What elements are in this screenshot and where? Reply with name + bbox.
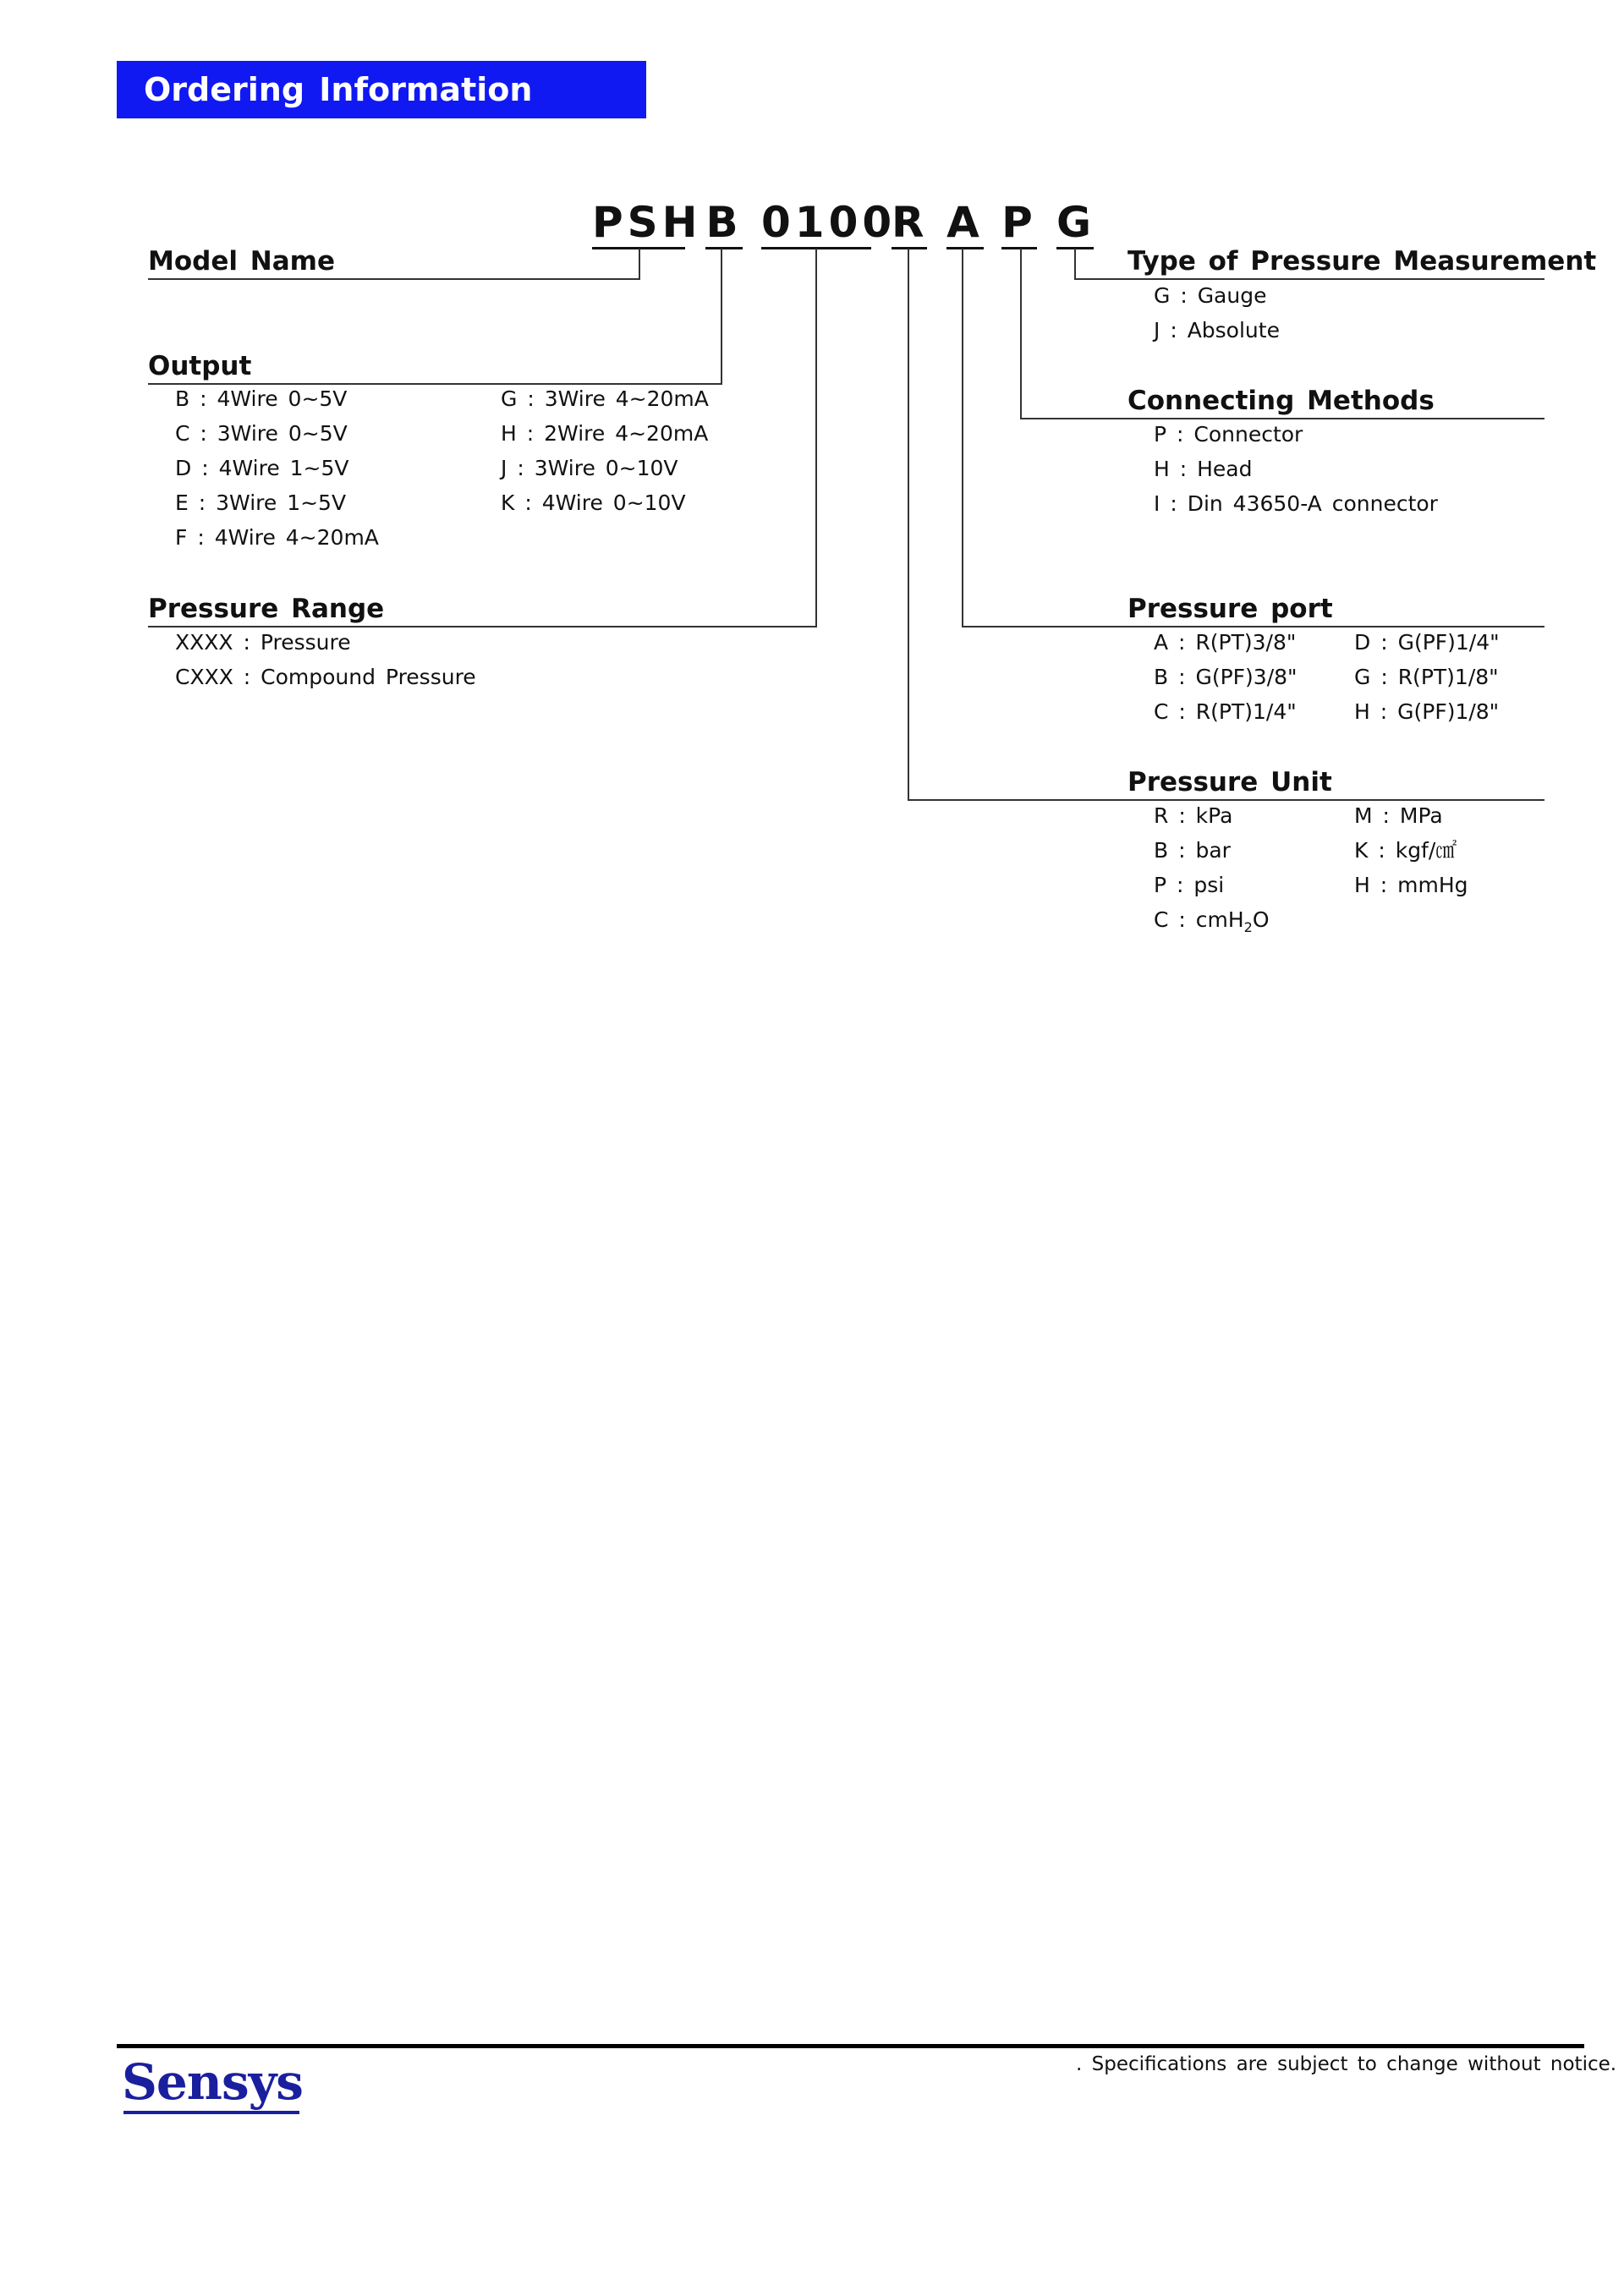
code-connect: P [1001,198,1037,247]
pressure-port-option: B : G(PF)3/8" [1154,665,1298,689]
heading-pressure-unit: Pressure Unit [1127,767,1332,797]
heading-model-name: Model Name [148,246,335,277]
section-title-banner: Ordering Information [117,61,646,118]
pressure-unit-option: B : bar [1154,838,1231,863]
pressure-port-option: G : R(PT)1/8" [1354,665,1499,689]
connector-pressure-range [815,249,817,627]
brand-logo-underline [123,2111,299,2114]
footer-notice: . Specifications are subject to change without notice. [1076,2053,1617,2075]
pressure-range-option: CXXX : Compound Pressure [175,665,476,689]
type-option: G : Gauge [1154,283,1267,308]
output-option: K : 4Wire 0~10V [501,490,686,515]
pressure-port-option: D : G(PF)1/4" [1354,630,1500,655]
code-unit: R [892,198,929,247]
connector-type-of-pressure [1074,249,1076,280]
pressure-unit-option-cmh2o [1154,907,1270,941]
pressure-range-option: XXXX : Pressure [175,630,351,655]
pressure-port-option: A : R(PT)3/8" [1154,630,1297,655]
output-option: H : 2Wire 4~20mA [501,421,709,446]
heading-connecting-methods: Connecting Methods [1127,386,1435,416]
pressure-unit-option: K : kgf/㎠ [1354,838,1457,863]
connecting-option: I : Din 43650-A connector [1154,491,1438,516]
connector-pressure-unit [908,249,909,801]
rule-pressure-port [962,626,1544,627]
rule-output [148,383,722,385]
code-type: G [1056,198,1096,247]
code-output-underline [705,247,743,249]
code-port: A [946,198,984,247]
code-output: B [705,198,743,247]
cmh2o-subscript: 2 [1243,919,1253,935]
rule-type-of-pressure [1074,278,1544,280]
cmh2o-prefix: C : cmH [1154,907,1244,932]
connector-output [721,249,722,385]
heading-pressure-port: Pressure port [1127,594,1333,624]
pressure-unit-option: H : mmHg [1354,873,1468,897]
connecting-option: H : Head [1154,457,1253,481]
code-range: 0100 [761,198,897,247]
pressure-unit-option: P : psi [1154,873,1225,897]
cmh2o-suffix: O [1252,907,1270,932]
code-connect-underline [1001,247,1037,249]
brand-logo: Sensys [122,2053,303,2111]
output-option: B : 4Wire 0~5V [175,386,348,411]
pressure-port-option: C : R(PT)1/4" [1154,699,1297,724]
rule-model-name [148,278,640,280]
pressure-unit-option: R : kPa [1154,803,1233,828]
pressure-unit-option: M : MPa [1354,803,1443,828]
heading-output: Output [148,351,252,381]
output-option: E : 3Wire 1~5V [175,490,347,515]
code-unit-underline [892,247,927,249]
connector-model-name [639,249,640,280]
heading-type-of-pressure: Type of Pressure Measurement [1127,246,1597,277]
output-option: F : 4Wire 4~20mA [175,525,379,550]
rule-connecting-methods [1020,418,1544,419]
pressure-port-option: H : G(PF)1/8" [1354,699,1500,724]
footer-rule [117,2044,1584,2048]
code-port-underline [946,247,984,249]
connector-pressure-port [962,249,963,627]
connecting-option: P : Connector [1154,422,1303,447]
heading-pressure-range: Pressure Range [148,594,385,624]
type-option: J : Absolute [1154,318,1280,342]
output-option: J : 3Wire 0~10V [501,456,678,480]
output-option: D : 4Wire 1~5V [175,456,349,480]
code-prefix: PSH [592,198,702,247]
rule-pressure-unit [908,799,1544,801]
output-option: G : 3Wire 4~20mA [501,386,709,411]
output-option: C : 3Wire 0~5V [175,421,348,446]
connector-connecting-methods [1020,249,1022,419]
rule-pressure-range [148,626,817,627]
